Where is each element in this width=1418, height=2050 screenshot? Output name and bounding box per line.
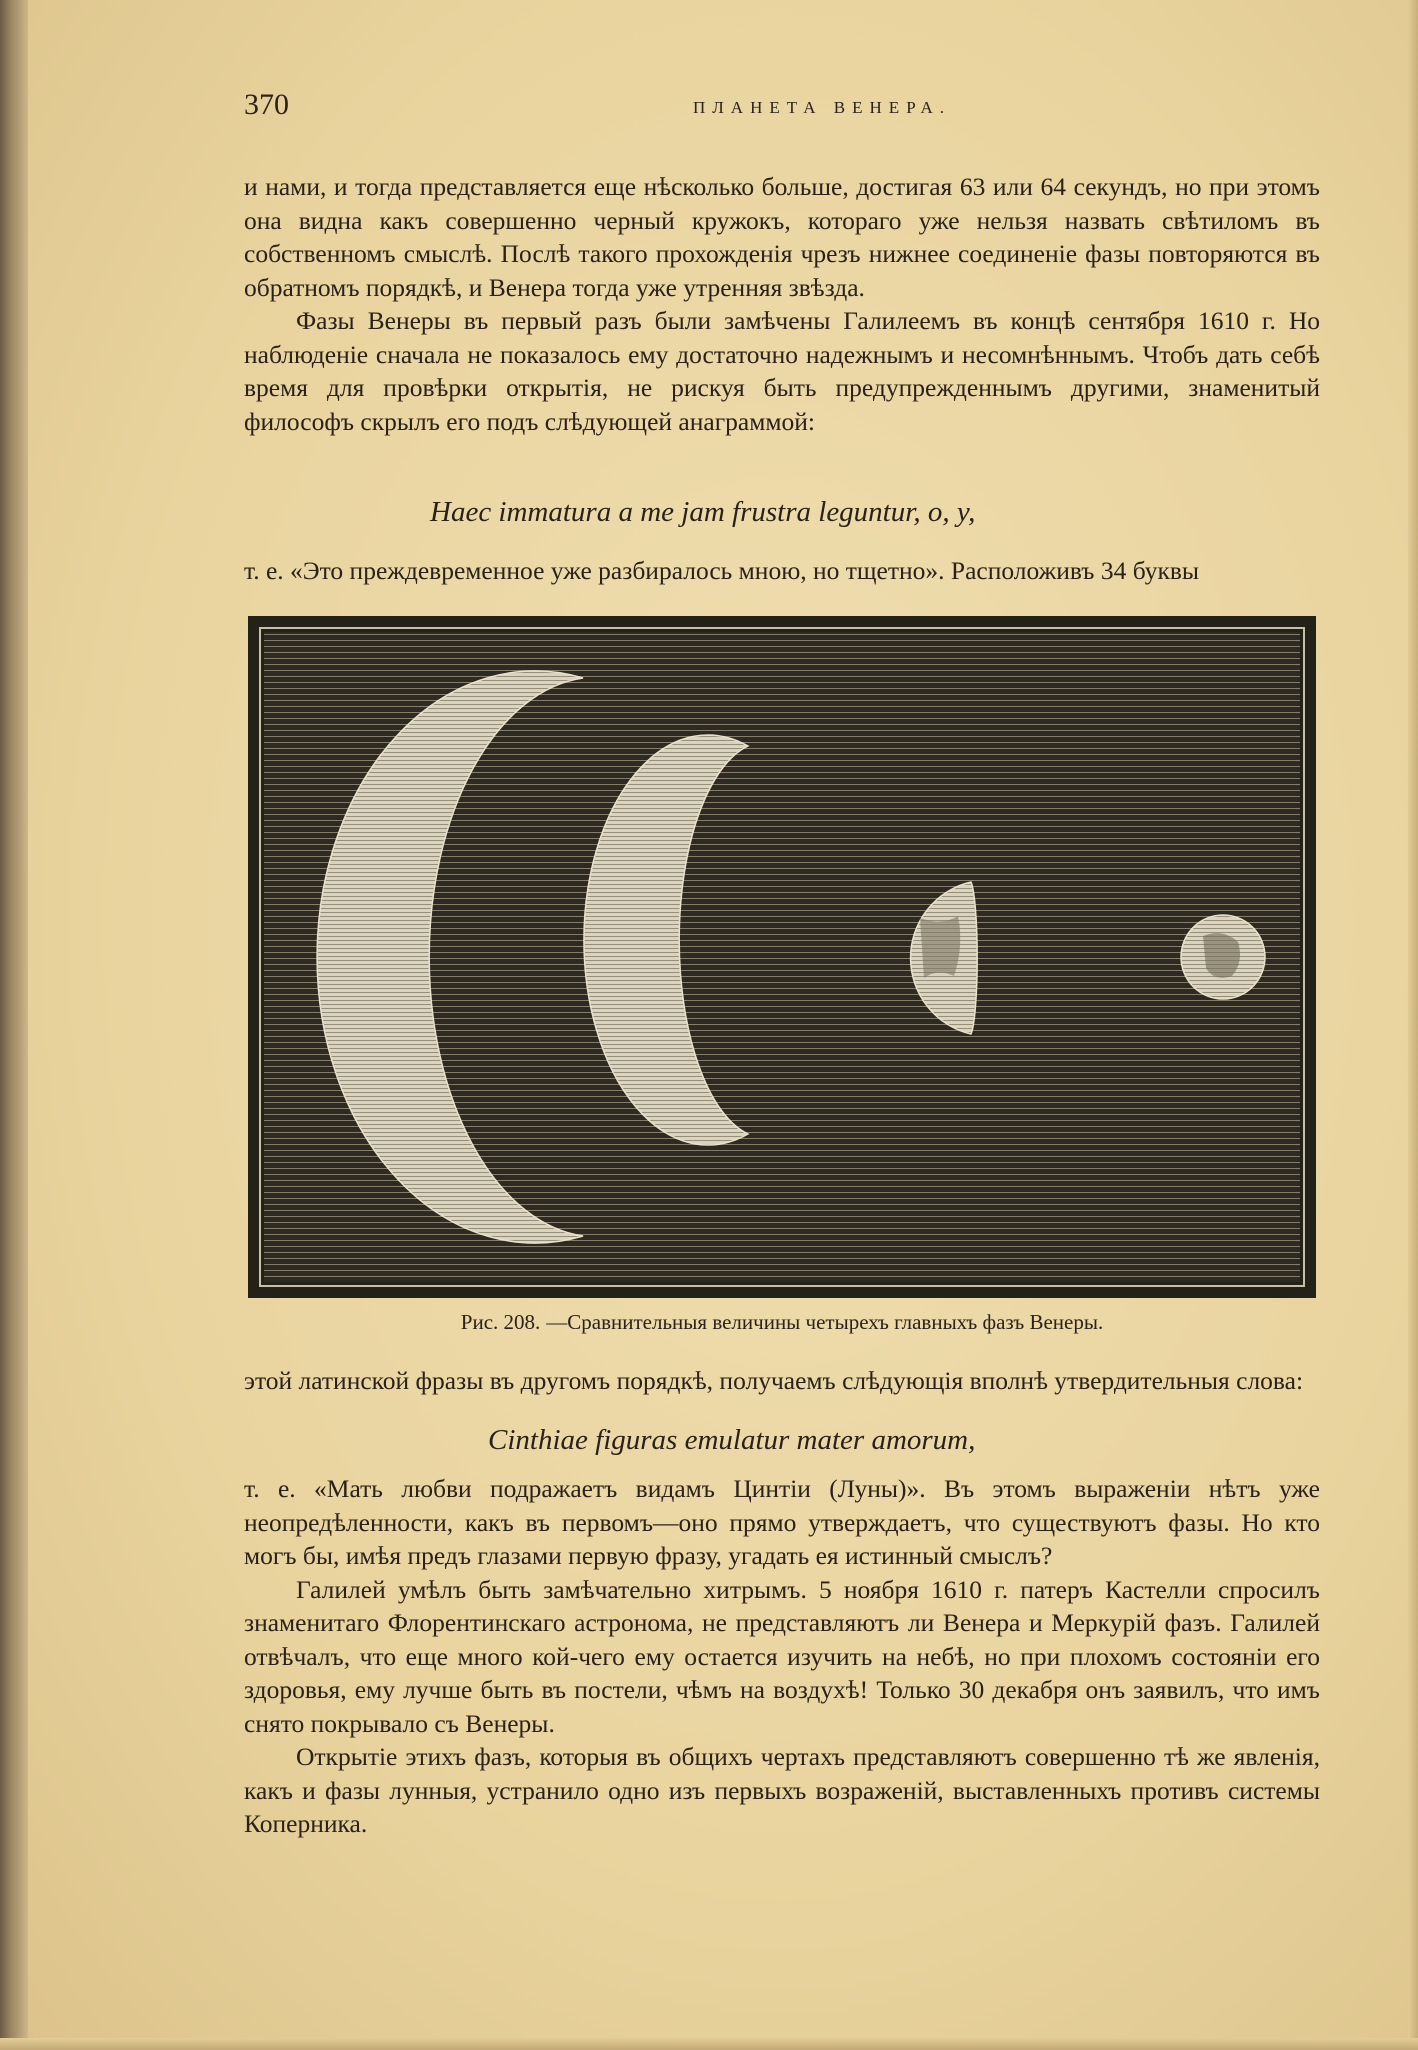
paragraph-6: Галилей умѣлъ быть замѣчательно хитрымъ. 5 ноября 1610 г. патеръ Кастелли спросилъ знаменитаго Флорентинскаго астронома, не представляютъ ли Венера и Меркурій фазъ. Галилей отвѣчалъ, что еще много кой-чего ему остается изучить на небѣ, но при плохомъ состояніи его здоровья, ему лучше быть въ постели, чѣмъ на воздухѣ! Только 30 декабря онъ заявилъ, что имъ снято покрывало съ Венеры. [244, 1574, 1320, 1738]
running-title: ПЛАНЕТА ВЕНЕРА. [693, 98, 951, 117]
venus-phases-engraving [248, 616, 1316, 1298]
latin-anagram: Haec immatura a me jam frustra leguntur, o, y, [430, 496, 976, 528]
paragraph-4: этой латинской фразы въ другомъ порядкѣ, получаемъ слѣдующія вполнѣ утвердительныя слова: [244, 1366, 1304, 1395]
paragraph-3: т. е. «Это преждевременное уже разбиралось мною, но тщетно». Расположивъ 34 буквы [244, 556, 1200, 585]
paragraph-5: т. е. «Мать любви подражаетъ видамъ Цинтіи (Луны)». Въ этомъ выраженіи нѣтъ уже неопредѣленности, какъ въ первомъ—оно прямо утверждаетъ, что существуютъ фазы. Но кто могъ бы, имѣя предъ глазами первую фразу, угадать ея истинный смыслъ? [244, 1474, 1320, 1570]
body-text-after-anagram [244, 554, 1320, 588]
venus-half-phase-markings [920, 916, 960, 978]
venus-phases-figure [248, 616, 1316, 1298]
book-gutter [0, 0, 28, 2050]
page-edge-right [1408, 0, 1418, 2050]
paragraph-2: Фазы Венеры въ первый разъ были замѣчены Галилеемъ въ концѣ сентября 1610 г. Но наблюденіе сначала не показалось ему достаточно надежнымъ и несомнѣннымъ. Чтобъ дать себѣ время для провѣрки открытія, не рискуя быть предупрежденнымъ другими, знаменитый философъ скрылъ его подъ слѣдующей анаграммой: [244, 306, 1320, 436]
figure-caption-text: —Сравнительныя величины четырехъ главныхъ фазъ Венеры. [546, 1310, 1104, 1334]
figure-label: Рис. 208. [460, 1310, 541, 1334]
page-number: 370 [244, 88, 289, 121]
body-text-bottom [244, 1472, 1320, 1841]
latin-solution: Cinthiae figuras emulatur mater amorum, [488, 1424, 976, 1456]
page-header [244, 88, 1320, 128]
venus-full-phase-markings [1203, 933, 1240, 978]
body-text-top [244, 170, 1320, 438]
paragraph-7: Открытіе этихъ фазъ, которыя въ общихъ чертахъ представляютъ совершенно тѣ же явленія, какъ и фазы лунныя, устранило одно изъ первыхъ возраженій, выставленныхъ противъ системы Коперника. [244, 1742, 1320, 1838]
figure-caption [244, 1310, 1320, 1335]
paragraph-1: и нами, и тогда представляется еще нѣсколько больше, достигая 63 или 64 секундъ, но при этомъ она видна какъ совершенно черный кружокъ, котораго уже нельзя назвать свѣтиломъ въ собственномъ смыслѣ. Послѣ такого прохожденія чрезъ нижнее соединеніе фазы повторяются въ обратномъ порядкѣ, и Венера тогда уже утренняя звѣзда. [244, 172, 1320, 302]
page-edge-bottom [0, 2038, 1418, 2050]
body-text-after-figure [244, 1364, 1320, 1398]
